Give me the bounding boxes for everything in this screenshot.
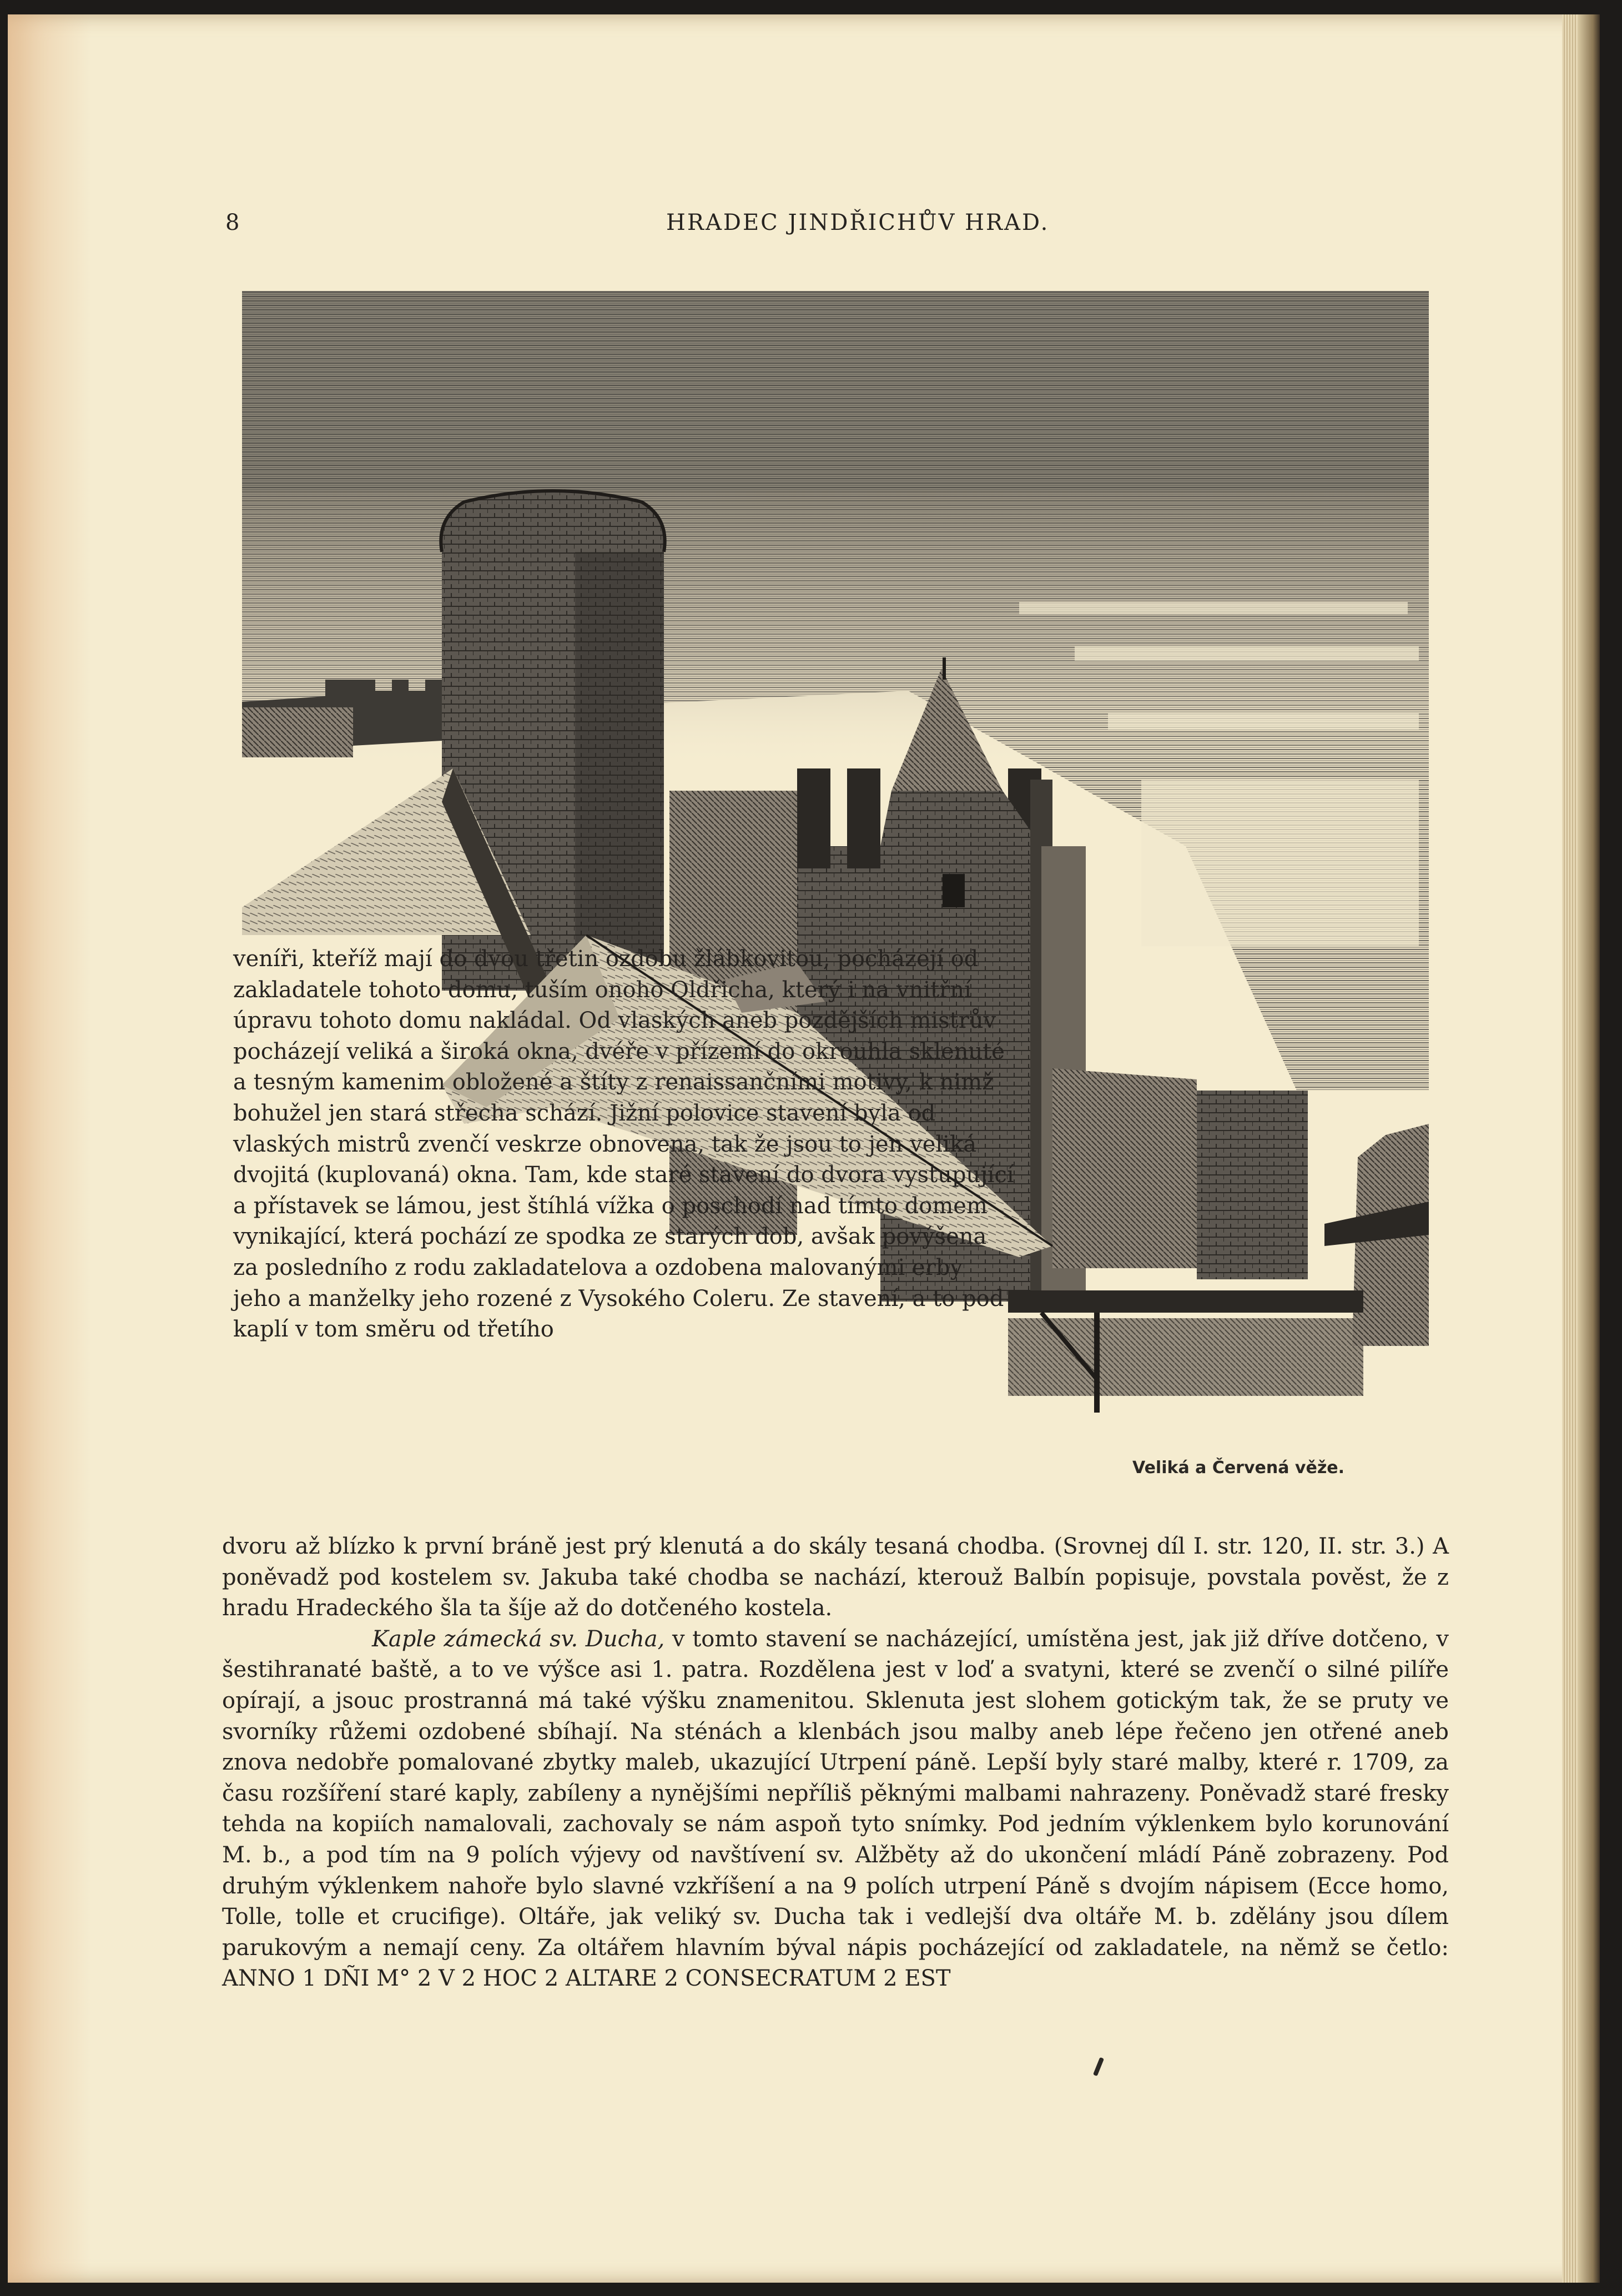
page-edge xyxy=(1562,14,1578,2283)
main-text xyxy=(222,1531,1449,1994)
figure-caption: Veliká a Červená věže. xyxy=(1132,1458,1345,1478)
paragraph-2 xyxy=(222,1624,1449,1994)
wrapped-paragraph: veníři, kteříž mají do dvou třetin ozdobu žlábkovitou, pocházejí od zakladatele tohoto domu, tuším onoho Oldřicha, který i na vnitřní úpravu tohoto domu nakládal. Od vlaských aneb pozdějších mistrův pocházejí veliká a široká okna, dvéře v přízemí do okrouhla sklenuté a tesným kamenim obložené a štíty z renaissančními motivy, k nimž bohužel jen stará střecha schází. Jižní polovice stavení byla od vlaských mistrů zvenčí veskrze obnovena, tak že jsou to jen veliká dvojitá (kuplovaná) okna. Tam, kde staré stavení do dvora vystupující a přístavek se lámou, jest štíhlá vížka o poschodí nad tímto domem vynikající, která pochází ze spodka ze starých dob, avšak povýšena za posledního z rodu zakladatelova a ozdobena malovanými erby jeho a manželky jeho rozené z Vysokého Coleru. Ze stavení, a to pod kaplí v tom směru od třetího xyxy=(233,946,1014,1343)
paragraph-1-continuation: dvoru až blízko k první bráně jest prý klenutá a do skály tesaná chodba. (Srovnej díl I. str. 120, II. str. 3.) A poněvadž pod kostelem sv. Jakuba také chodba se nachází, kterouž Balbín popisuje, povstala pověst, že z hradu Hradeckého šla ta šíje až do dotčeného kostela. xyxy=(222,1534,1449,1621)
paragraph-2-title: Kaple zámecká sv. Ducha, xyxy=(372,1626,665,1652)
page-number: 8 xyxy=(225,210,240,235)
running-title: HRADEC JINDŘICHŮV HRAD. xyxy=(666,210,1050,235)
paragraph-2-body: v tomto stavení se nacházející, umístěna jest, jak již dříve dotčeno, v šestihranaté baště, a to ve výšce asi 1. patra. Rozdělena jest v loď a svatyni, které se zvenčí o silné pilíře opírají, a jsouc prostranná má také výšku znamenitou. Sklenuta jest slohem gotickým tak, že se pruty ve svorníky růžemi ozdobené sbíhají. Na sténách a klenbách jsou malby aneb lépe řečeno jen otřené aneb znova nedobře pomalované zbytky maleb, ukazující Utrpení páně. Lepší byly staré malby, které r. 1709, za času rozšíření staré kaply, zabíleny a nynějšími nepříliš pěknými malbami nahrazeny. Poněvadž staré fresky tehda na kopiích namalovali, zachovaly se nám aspoň tyto snímky. Pod jedním výklenkem bylo korunování M. b., a pod tím na 9 polích výjevy od navštívení sv. Alžběty až do ukončení mládí Páně zobrazeny. Pod druhým výklenkem nahoře bylo slavné vzkříšení a na 9 polích utrpení Páně s dvojím nápisem (Ecce homo, Tolle, tolle et crucifige). Oltáře, jak veliký sv. Ducha tak i vedlejší dva oltáře M. b. zdělány jsou dílem parukovým a nemají ceny. Za oltářem hlavním býval nápis pocházející od zakladatele, na němž se četlo: ANNO 1 DÑI M° 2 V 2 HOC 2 ALTARE 2 CONSECRATUM 2 EST xyxy=(222,1626,1449,1992)
book-spine xyxy=(1578,14,1600,2283)
